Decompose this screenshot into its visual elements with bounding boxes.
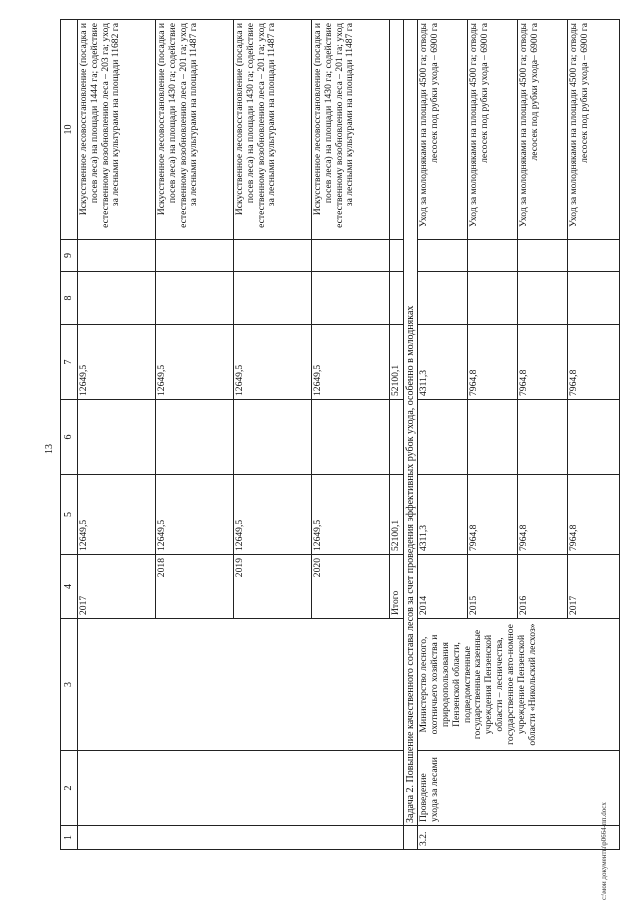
cell-amount: 7964,8 bbox=[468, 475, 518, 555]
section-name: Проведение ухода за лесами bbox=[418, 751, 620, 826]
task-row bbox=[404, 20, 418, 850]
cell-empty bbox=[156, 400, 234, 475]
cell-year: 2017 bbox=[78, 555, 156, 619]
cell-empty bbox=[78, 619, 404, 751]
column-header-row bbox=[61, 20, 78, 850]
table-row bbox=[418, 20, 468, 850]
col-header-1: 1 bbox=[61, 826, 78, 850]
cell-amount: 12649,5 bbox=[312, 475, 390, 555]
cell-empty bbox=[404, 826, 418, 850]
cell-empty bbox=[468, 272, 518, 325]
cell-empty bbox=[418, 400, 468, 475]
col-header-2: 2 bbox=[61, 751, 78, 826]
cell-year: 2018 bbox=[156, 555, 234, 619]
program-table bbox=[60, 19, 620, 850]
total-amount: 52100,1 bbox=[390, 475, 404, 555]
col-header-3: 3 bbox=[61, 619, 78, 751]
cell-empty bbox=[418, 272, 468, 325]
cell-amount: 12649,5 bbox=[234, 475, 312, 555]
total-label: Итого bbox=[390, 555, 404, 619]
cell-description: Уход за молодняками на площади 4500 га; отводы лесосек под рубки ухода – 6900 га bbox=[418, 20, 468, 240]
cell-empty bbox=[312, 272, 390, 325]
cell-amount: 12649,5 bbox=[156, 325, 234, 400]
cell-year: 2019 bbox=[234, 555, 312, 619]
cell-empty bbox=[390, 240, 404, 272]
cell-description: Искусственное лесовосстановление (посадка и посев леса) на площади 1430 га; содействие естественному возобновлению леса – 201 га; уход за лесными культурами на площади 11487 га bbox=[156, 20, 234, 240]
cell-empty bbox=[468, 400, 518, 475]
cell-amount: 7964,8 bbox=[568, 475, 620, 555]
cell-empty bbox=[418, 240, 468, 272]
cell-amount: 7964,8 bbox=[468, 325, 518, 400]
cell-empty bbox=[234, 240, 312, 272]
cell-empty bbox=[568, 272, 620, 325]
cell-amount: 12649,5 bbox=[78, 475, 156, 555]
cell-amount: 4311,3 bbox=[418, 475, 468, 555]
cell-empty bbox=[312, 400, 390, 475]
cell-empty bbox=[78, 751, 404, 826]
cell-empty bbox=[78, 272, 156, 325]
cell-year: 2020 bbox=[312, 555, 390, 619]
col-header-9: 9 bbox=[61, 240, 78, 272]
cell-amount: 7964,8 bbox=[568, 325, 620, 400]
cell-amount: 7964,8 bbox=[518, 325, 568, 400]
cell-empty bbox=[518, 240, 568, 272]
col-header-4: 4 bbox=[61, 555, 78, 619]
cell-empty bbox=[390, 20, 404, 240]
section-executor: Министерство лесного, охотничьего хозяйства и природопользования Пензенской области, подведомственные государственные казенные учреждения Пензенской области – лесничества, государственное авто-номное учреждение Пензенской области «Никольский лесхоз» bbox=[418, 619, 620, 751]
cell-empty bbox=[156, 240, 234, 272]
cell-empty bbox=[518, 272, 568, 325]
col-header-8: 8 bbox=[61, 272, 78, 325]
total-amount: 52100,1 bbox=[390, 325, 404, 400]
col-header-10: 10 bbox=[61, 20, 78, 240]
cell-empty bbox=[234, 272, 312, 325]
cell-description: Уход за молодняками на площади 4500 га; отводы лесосек под рубки ухода – 6900 га bbox=[568, 20, 620, 240]
cell-amount: 12649,5 bbox=[156, 475, 234, 555]
cell-amount: 12649,5 bbox=[234, 325, 312, 400]
table-row bbox=[78, 20, 156, 850]
col-header-7: 7 bbox=[61, 325, 78, 400]
cell-description: Уход за молодняками на площади 4500 га; отводы лесосек под рубки ухода– 6900 га bbox=[518, 20, 568, 240]
col-header-5: 5 bbox=[61, 475, 78, 555]
cell-amount: 4311,3 bbox=[418, 325, 468, 400]
cell-empty bbox=[234, 400, 312, 475]
cell-amount: 7964,8 bbox=[518, 475, 568, 555]
footer-file-path: c:\мои документы\р0664-пп.docx bbox=[600, 802, 608, 900]
cell-empty bbox=[78, 240, 156, 272]
cell-empty bbox=[78, 400, 156, 475]
cell-description: Искусственное лесовосстановление (посадка и посев леса) на площади 1444 га; содействие естественному возобновлению леса – 203 га; уход за лесными культурами на площади 11682 га bbox=[78, 20, 156, 240]
cell-empty bbox=[568, 400, 620, 475]
cell-empty bbox=[518, 400, 568, 475]
cell-amount: 12649,5 bbox=[312, 325, 390, 400]
cell-amount: 12649,5 bbox=[78, 325, 156, 400]
cell-year: 2016 bbox=[518, 555, 568, 619]
cell-empty bbox=[390, 272, 404, 325]
cell-empty bbox=[312, 240, 390, 272]
cell-year: 2015 bbox=[468, 555, 518, 619]
cell-empty bbox=[390, 400, 404, 475]
cell-empty bbox=[468, 240, 518, 272]
cell-description: Искусственное лесовосстановление (посадка и посев леса) на площади 1430 га; содействие естественному возобновлению леса – 201 га; уход за лесными культурами на площади 11487 га bbox=[234, 20, 312, 240]
cell-empty bbox=[156, 272, 234, 325]
cell-description: Искусственное лесовосстановление (посадка и посев леса) на площади 1430 га; содействие естественному возобновлению леса – 201 га; уход за лесными культурами на площади 11487 га bbox=[312, 20, 390, 240]
cell-empty bbox=[78, 826, 404, 850]
rotated-table-container bbox=[60, 20, 620, 850]
cell-year: 2017 bbox=[568, 555, 620, 619]
page-number: 13 bbox=[44, 444, 55, 454]
section-number: 3.2. bbox=[418, 826, 620, 850]
col-header-6: 6 bbox=[61, 400, 78, 475]
task-title: Задача 2. Повышение качественного состава лесов за счет проведения эффективных рубок ухода, особенно в молодняках bbox=[404, 20, 418, 826]
cell-empty bbox=[568, 240, 620, 272]
cell-description: Уход за молодняками на площади 4500 га; отводы лесосек под рубки ухода – 6900 га bbox=[468, 20, 518, 240]
cell-year: 2014 bbox=[418, 555, 468, 619]
